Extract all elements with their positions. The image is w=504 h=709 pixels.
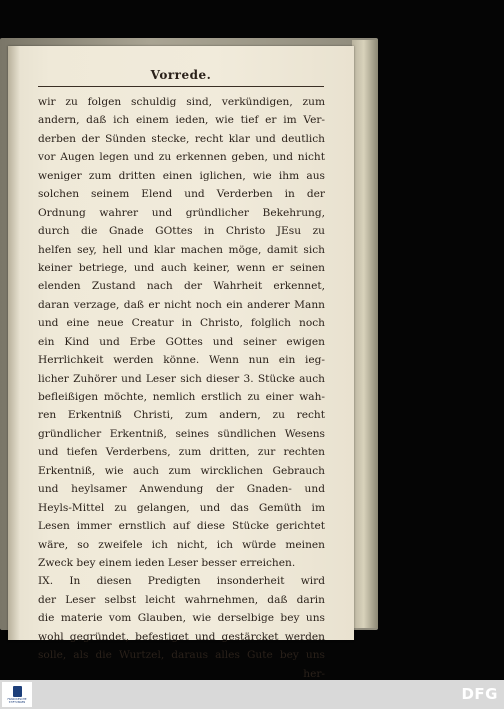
text-line: elenden Zustand nach der Wahrheit erkennet, (38, 280, 325, 293)
book-page (8, 46, 354, 680)
text-line: daran verzage, daß er nicht noch ein anderer Mann (38, 298, 325, 311)
viewer-footer (0, 680, 504, 709)
text-line: solle, als die Wurtzel, daraus alles Gute bey uns (38, 649, 325, 662)
text-line: derben der Sünden stecke, recht klar und deutlich (38, 132, 325, 145)
text-line: Lesen immer ernstlich auf diese Stücke gerichtet (38, 520, 325, 533)
page-gutter-shadow (8, 46, 20, 640)
text-line: der Leser selbst leicht wahrnehmen, daß darin (38, 593, 325, 606)
running-head: Vorrede. (150, 68, 212, 82)
text-line: weniger zum dritten einen iglichen, wie ihm aus (38, 169, 325, 182)
text-line: wir zu folgen schuldig sind, verkündigen, zum (38, 96, 325, 108)
text-line: Zweck bey einem ieden Leser besser erreichen. (38, 556, 296, 569)
text-line: befleißigen möchte, nemlich erstlich zu einer wah- (38, 391, 325, 403)
text-line: gründlicher Erkentniß, seines sündlichen Wesens (38, 427, 325, 440)
text-line: Heyls-Mittel zu gelangen, und das Gemüth im (38, 501, 325, 514)
text-line: ein Kind und Erbe GOttes und seiner ewigen (38, 335, 325, 348)
text-line: helfen sey, hell und klar machen möge, damit sich (38, 243, 325, 256)
logo-mark-icon (13, 686, 22, 697)
page-text (38, 93, 325, 680)
text-line: Erkentniß, wie auch zum wircklichen Gebrauch (38, 464, 325, 477)
text-line: durch die Gnade GOttes in Christo JEsu zu (38, 225, 325, 238)
text-line: und tiefen Verderbens, zum dritten, zur rechten (38, 446, 325, 459)
text-line: ren Erkentniß Christi, zum andern, zu recht (38, 409, 325, 422)
text-line: wohl gegründet, befestiget und gestärcket werden (38, 630, 325, 643)
text-line: licher Zuhörer und Leser sich dieser 3. Stücke auch (38, 372, 325, 385)
text-line: vor Augen legen und zu erkennen geben, und nicht (38, 151, 325, 164)
page-fore-edge (352, 40, 378, 628)
catchword: her- (303, 667, 325, 680)
text-line: die materie vom Glauben, wie derselbige bey uns (38, 612, 325, 625)
text-line: und heylsamer Anwendung der Gnaden- und (38, 483, 325, 496)
dfg-logo[interactable]: DFG (461, 685, 498, 703)
header-rule (38, 86, 324, 87)
text-line: Herrlichkeit werden könne. Wenn nun ein ieg- (38, 354, 325, 367)
logo-caption: FRANCKESCHE STIFTUNGEN (7, 697, 27, 704)
text-line: wäre, so zweifele ich nicht, ich würde meinen (38, 538, 325, 551)
text-line: andern, daß ich einem ieden, wie tief er im Ver- (38, 114, 325, 127)
text-line: solchen seinem Elend und Verderben in der (38, 188, 325, 201)
text-line: und eine neue Creatur in Christo, folglich noch (38, 317, 325, 330)
text-line: keiner betriege, und auch keiner, wenn er seinen (38, 261, 325, 274)
text-line: IX. In diesen Predigten insonderheit wird (38, 575, 325, 588)
text-line: Ordnung wahrer und gründlicher Bekehrung, (38, 206, 325, 219)
institution-logo[interactable] (2, 682, 32, 707)
